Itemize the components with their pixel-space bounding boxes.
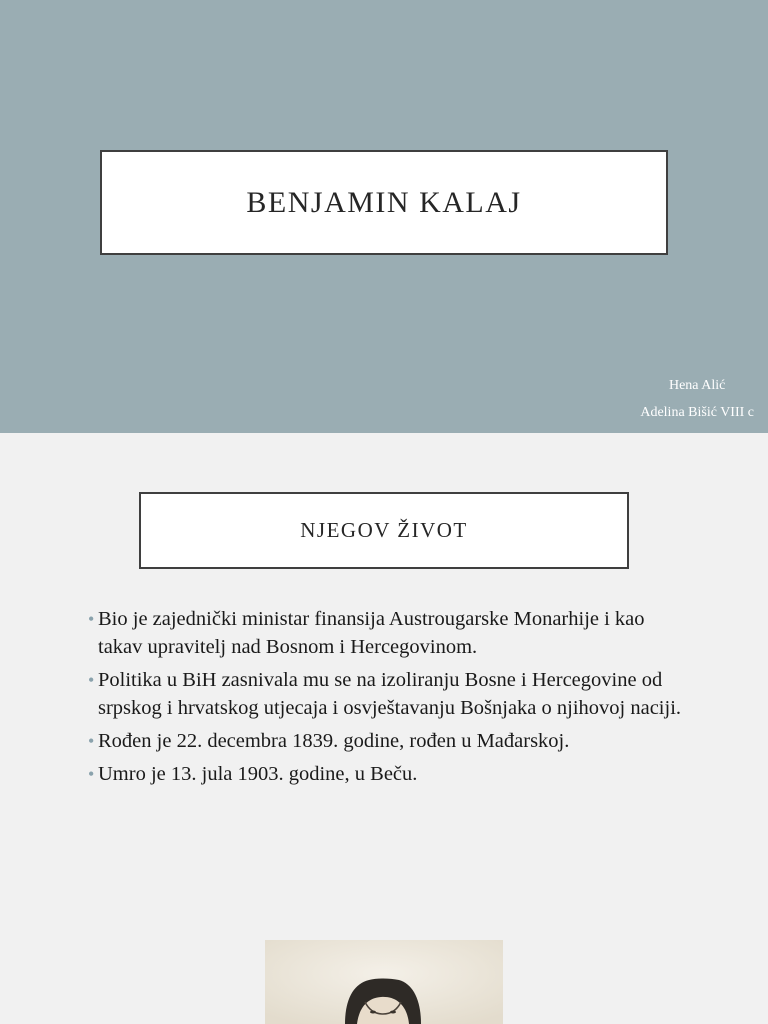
bullet-dot-icon: • — [88, 609, 95, 629]
portrait-illustration — [265, 940, 503, 1024]
author-name: Hena Alić — [668, 378, 726, 393]
bullet-item — [88, 760, 688, 788]
slide-heading: NJEGOV ŽIVOT — [300, 518, 468, 542]
title-box — [100, 150, 668, 255]
bullet-dot-icon: • — [88, 731, 95, 751]
bullet-list — [88, 605, 688, 793]
bullet-dot-icon: • — [88, 670, 95, 690]
bullet-text: Rođen je 22. decembra 1839. godine, rođen u Mađarskoj. — [98, 730, 570, 752]
slide-title: BENJAMIN KALAJ — [246, 185, 522, 219]
content-slide — [0, 433, 768, 1024]
bullet-text: Umro je 13. jula 1903. godine, u Beču. — [98, 763, 418, 785]
portrait-image — [265, 940, 503, 1024]
title-slide — [0, 0, 768, 433]
bullet-item — [88, 727, 688, 755]
bullet-item — [88, 605, 688, 661]
bullet-dot-icon: • — [88, 764, 95, 784]
heading-box — [139, 492, 629, 569]
author-name: Adelina Bišić VIII c — [640, 405, 754, 420]
bullet-text: Bio je zajednički ministar finansija Austrougarske Monarhije i kao takav upravitelj nad Bosnom i Hercegovinom. — [98, 608, 645, 658]
authors-block — [640, 372, 754, 426]
bullet-text: Politika u BiH zasnivala mu se na izoliranju Bosne i Hercegovine od srpskog i hrvatskog utjecaja i osvještavanju Bošnjaka o njihovoj naciji. — [98, 669, 682, 719]
bullet-item — [88, 666, 688, 722]
